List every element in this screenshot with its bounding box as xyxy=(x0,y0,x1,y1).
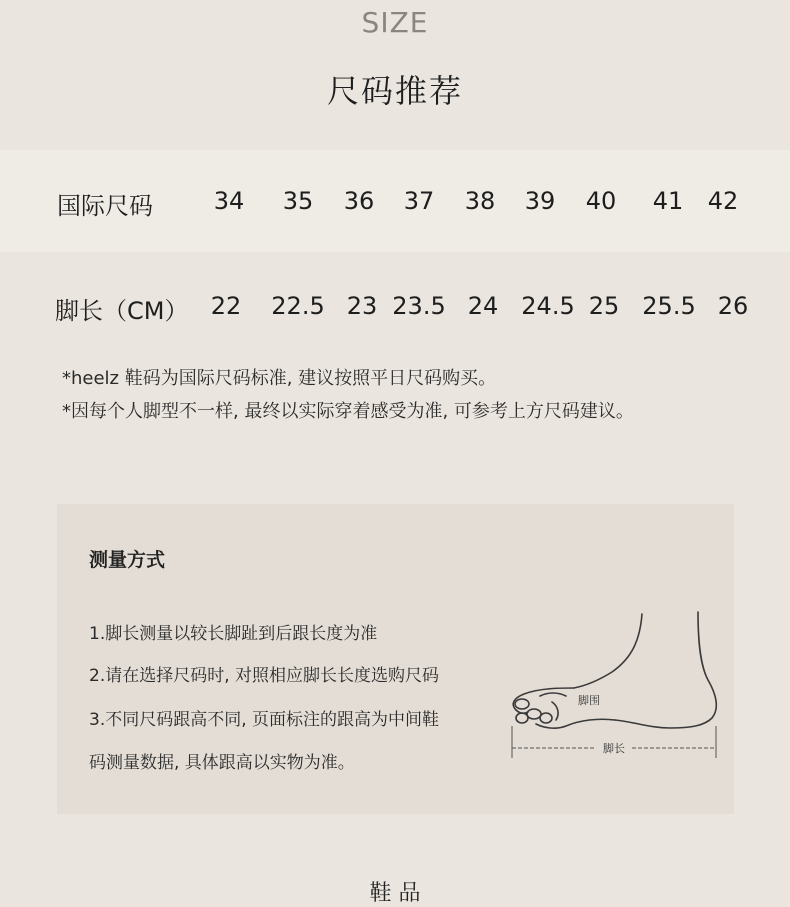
measure-step: 2.请在选择尺码时, 对照相应脚长长度选购尺码 xyxy=(89,666,440,686)
next-section-title: 鞋 品 xyxy=(369,881,421,906)
foot-length-diagram-label: 脚长 xyxy=(603,742,625,755)
foot-diagram-icon xyxy=(500,600,730,770)
foot-length-cell: 24 xyxy=(467,292,499,320)
foot-length-cell: 23 xyxy=(346,292,378,320)
size-title-en: SIZE xyxy=(361,6,429,39)
intl-size-label: 国际尺码 xyxy=(57,192,153,220)
intl-size-cell: 36 xyxy=(343,187,375,215)
toe-girth-label: 脚围 xyxy=(578,694,600,707)
foot-length-cell: 23.5 xyxy=(392,292,446,320)
measure-step: 码测量数据, 具体跟高以实物为准。 xyxy=(89,753,355,773)
foot-length-cell: 26 xyxy=(717,292,749,320)
intl-size-cell: 42 xyxy=(707,187,739,215)
fit-advice-note: *因每个人脚型不一样, 最终以实际穿着感受为准, 可参考上方尺码建议。 xyxy=(62,401,634,422)
intl-size-cell: 39 xyxy=(524,187,556,215)
measure-step: 1.脚长测量以较长脚趾到后跟长度为准 xyxy=(89,624,378,644)
measure-step: 3.不同尺码跟高不同, 页面标注的跟高为中间鞋 xyxy=(89,710,440,730)
foot-length-cell: 22 xyxy=(210,292,242,320)
size-title-cn: 尺码推荐 xyxy=(326,72,463,110)
intl-size-cell: 38 xyxy=(464,187,496,215)
foot-length-cell: 25 xyxy=(588,292,620,320)
intl-size-cell: 35 xyxy=(282,187,314,215)
intl-size-cell: 37 xyxy=(403,187,435,215)
intl-size-cell: 34 xyxy=(213,187,245,215)
size-standard-note: *heelz 鞋码为国际尺码标准, 建议按照平日尺码购买。 xyxy=(62,368,497,389)
foot-length-cell: 24.5 xyxy=(521,292,575,320)
foot-length-cell: 25.5 xyxy=(642,292,696,320)
intl-size-cell: 41 xyxy=(652,187,684,215)
foot-length-label: 脚长（CM） xyxy=(55,297,189,325)
intl-size-cell: 40 xyxy=(585,187,617,215)
measure-title: 测量方式 xyxy=(89,549,166,571)
foot-length-cell: 22.5 xyxy=(271,292,325,320)
